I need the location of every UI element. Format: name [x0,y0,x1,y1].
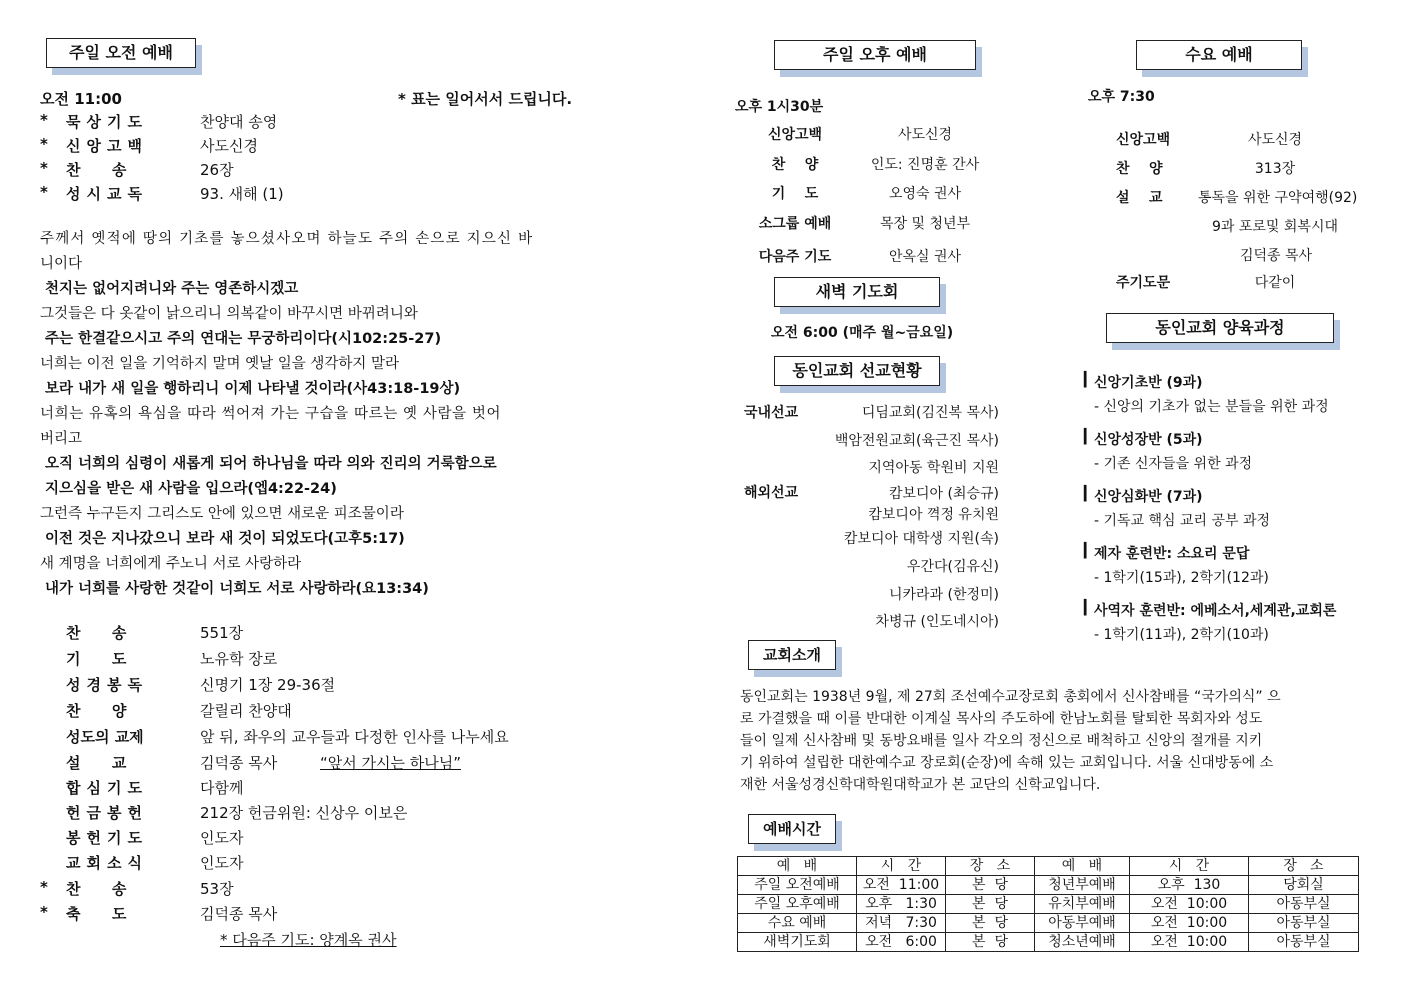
table-cell: 본 당 [946,895,1035,914]
order-value: 인도자 [200,854,244,872]
wednesday-item-name: 주기도문 [1116,275,1171,291]
wednesday-sermon-sub: 9과 포로및 회복시대 [1212,219,1338,235]
wednesday-item-value: 다같이 [1254,275,1296,291]
table-cell: 아동부실 [1249,933,1359,952]
mission-entry: 백암전원교회(육근진 목사) [834,433,999,449]
intro-line: 기 위하여 설립한 대한예수교 장로회(순장)에 속해 있는 교회입니다. 서울 신대방동에 소 [740,755,1274,771]
order-value: 앞 뒤, 좌우의 교우들과 다정한 인사를 나누세요 [200,728,509,746]
next-week-prayer: * 다음주 기도: 양계옥 권사 [220,931,397,949]
order-name: 축 도 [66,905,127,923]
course-name: 사역자 훈련반: 에베소서,세계관,교회론 [1094,603,1337,619]
course-name: 신앙성장반 (5과) [1094,432,1203,448]
item-name: 찬 송 [66,161,127,179]
table-cell: 오전 6:00 [857,933,946,952]
table-header: 예 배 [738,857,857,876]
order-name: 봉헌기도 [66,829,148,847]
table-cell: 본 당 [946,914,1035,933]
mission-entry: 지역아동 학원비 지원 [868,460,999,476]
course-bullet-icon: ▎ [1084,600,1095,616]
order-mark: * [40,903,48,921]
wednesday-item-name: 신앙고백 [1116,132,1171,148]
wednesday-preacher: 김덕종 목사 [1240,248,1313,264]
order-value: 551장 [200,624,244,642]
table-header-row [738,857,1359,876]
table-header: 장 소 [946,857,1035,876]
mission-entry: 차병규 (인도네시아) [875,614,999,630]
course-desc: - 기존 신자들을 위한 과정 [1094,456,1253,472]
table-cell: 오전 10:00 [1130,914,1249,933]
order-mark: * [40,878,48,896]
table-cell: 오전 11:00 [857,876,946,895]
reading-line: 내가 너희를 사랑한 것같이 너희도 서로 사랑하라(요13:34) [40,581,429,597]
course-bullet-icon: ▎ [1084,372,1095,388]
item-value: 찬양대 송영 [200,113,278,131]
domestic-label: 국내선교 [744,405,799,421]
order-name: 헌금봉헌 [66,804,148,822]
wednesday-item-name: 설 교 [1116,190,1163,206]
course-bullet-icon: ▎ [1084,486,1095,502]
course-bullet-icon: ▎ [1084,429,1095,445]
reading-line: 주께서 옛적에 땅의 기초를 놓으셨사오며 하늘도 주의 손으로 지으신 바 [40,231,534,247]
schedule-title: 예배시간 [748,814,836,844]
order-value: 김덕종 목사 [200,754,278,772]
table-header: 시 간 [857,857,946,876]
table-cell: 오후 130 [1130,876,1249,895]
course-desc: - 신앙의 기초가 없는 분들을 위한 과정 [1094,399,1329,415]
dawn-title: 새벽 기도회 [774,277,940,307]
afternoon-item-value: 목장 및 청년부 [879,216,971,232]
table-header: 장 소 [1249,857,1359,876]
afternoon-item-name: 기 도 [771,186,819,202]
afternoon-item-name: 다음주 기도 [758,249,832,265]
reading-line: 너희는 이전 일을 기억하지 말며 옛날 일을 생각하지 말라 [40,356,400,372]
mission-entry: 니카라과 (한정미) [888,587,999,603]
wednesday-item-value: 313장 [1254,161,1296,177]
reading-line: 그런즉 누구든지 그리스도 안에 있으면 새로운 피조물이라 [40,506,404,522]
order-value: 212장 헌금위원: 신상우 이보은 [200,804,408,822]
order-name: 합심기도 [66,779,148,797]
reading-line: 새 계명을 너희에게 주노니 서로 사랑하라 [40,556,302,572]
table-cell: 수요 예배 [738,914,857,933]
item-name: 묵상기도 [66,113,148,131]
item-mark: * [40,111,48,129]
item-mark: * [40,183,48,201]
reading-line: 니이다 [40,256,83,272]
table-cell: 당회실 [1249,876,1359,895]
wednesday-item-value: 사도신경 [1247,132,1303,148]
table-cell: 주일 오전예배 [738,876,857,895]
table-cell: 오전 10:00 [1130,933,1249,952]
item-value: 26장 [200,161,234,179]
table-cell: 오후 1:30 [857,895,946,914]
order-value: 노유학 장로 [200,650,278,668]
order-value: 인도자 [200,829,244,847]
item-value: 93. 새해 (1) [200,185,284,203]
item-mark: * [40,159,48,177]
table-cell: 청년부예배 [1035,876,1130,895]
reading-line: 그것들은 다 옷같이 낡으리니 의복같이 바꾸시면 바뀌려니와 [40,306,418,322]
table-cell: 주일 오후예배 [738,895,857,914]
afternoon-item-value: 안옥실 권사 [888,249,962,265]
table-cell: 본 당 [946,876,1035,895]
mission-entry: 우간다(김유신) [906,559,999,575]
morning-time: 오전 11:00 [40,90,122,108]
afternoon-item-name: 소그룹 예배 [758,216,832,232]
reading-line: 지으심을 받은 새 사람을 입으라(엡4:22-24) [40,481,337,497]
reading-line: 보라 내가 새 일을 행하리니 이제 나타낼 것이라(사43:18-19상) [40,381,461,397]
order-name: 성도의 교제 [66,728,144,746]
reading-line: 주는 한결같으시고 주의 연대는 무궁하리이다(시102:25-27) [40,331,442,347]
item-mark: * [40,135,48,153]
reading-line: 너희는 유혹의 욕심을 따라 썩어져 가는 구습을 따르는 옛 사람을 벗어 [40,406,502,422]
table-cell: 아동부실 [1249,895,1359,914]
item-value: 사도신경 [200,137,258,155]
order-name: 교회소식 [66,854,148,872]
course-bullet-icon: ▎ [1084,543,1095,559]
mission-entry: 캄보디아 껵정 유치원 [868,507,999,523]
course-desc: - 1학기(15과), 2학기(12과) [1094,570,1269,586]
table-row [738,933,1359,952]
wednesday-title: 수요 예배 [1136,40,1302,70]
table-row [738,895,1359,914]
afternoon-item-name: 신앙고백 [767,127,823,143]
order-value: 신명기 1장 29-36절 [200,676,336,694]
reading-line: 이전 것은 지나갔으니 보라 새 것이 되었도다(고후5:17) [40,531,405,547]
order-value: 김덕종 목사 [200,905,278,923]
reading-line: 천지는 없어지려니와 주는 영존하시겠고 [40,281,299,297]
table-row [738,914,1359,933]
morning-title: 주일 오전 예배 [46,38,196,68]
intro-line: 로 가결했을 때 이를 반대한 이계실 목사의 주도하에 한남노회를 탈퇴한 목회자와 성도 [740,711,1263,727]
order-name: 성경봉독 [66,676,148,694]
table-cell: 유치부예배 [1035,895,1130,914]
afternoon-time: 오후 1시30분 [735,99,824,115]
item-name: 성시교독 [66,185,148,203]
training-title: 동인교회 양육과정 [1106,313,1334,343]
standing-note: * 표는 일어서서 드립니다. [398,90,573,108]
table-cell: 저녁 7:30 [857,914,946,933]
afternoon-item-name: 찬 양 [771,157,819,173]
reading-line: 버리고 [40,431,83,447]
mission-entry: 캄보디아 대학생 지원(속) [843,531,999,547]
order-name: 찬 양 [66,702,127,720]
intro-title: 교회소개 [748,640,836,670]
order-name: 설 교 [66,754,127,772]
intro-line: 동인교회는 1938년 9월, 제 27회 조선예수교장로회 총회에서 신사참배를 “국가의식” 으 [740,689,1281,705]
table-cell: 본 당 [946,933,1035,952]
intro-line: 들이 일제 신사참배 및 동방요배를 일사 각오의 정신으로 배척하고 신앙의 절개를 지키 [740,733,1263,749]
order-value: 다함께 [200,779,244,797]
table-cell: 아동부예배 [1035,914,1130,933]
table-header: 예 배 [1035,857,1130,876]
afternoon-item-value: 오영숙 권사 [888,186,962,202]
course-name: 제자 훈련반: 소요리 문답 [1094,546,1250,562]
overseas-label: 해외선교 [744,485,799,501]
course-desc: - 1학기(11과), 2학기(10과) [1094,627,1269,643]
course-desc: - 기독교 핵심 교리 공부 과정 [1094,513,1271,529]
course-name: 신앙심화반 (7과) [1094,489,1203,505]
afternoon-item-value: 사도신경 [897,127,953,143]
afternoon-item-value: 인도: 진명훈 간사 [870,157,980,173]
table-cell: 아동부실 [1249,914,1359,933]
wednesday-item-name: 찬 양 [1116,161,1163,177]
reading-line: 오직 너희의 심령이 새롭게 되어 하나님을 따라 의와 진리의 거룩함으로 [40,456,497,472]
table-cell: 청소년예배 [1035,933,1130,952]
intro-line: 재한 서울성경신학대학원대학교가 본 교단의 신학교입니다. [740,777,1101,793]
table-cell: 오전 10:00 [1130,895,1249,914]
sermon-title: “앞서 가시는 하나님” [320,754,461,772]
item-name: 신앙고백 [66,137,148,155]
order-value: 53장 [200,880,234,898]
schedule-table [737,856,1359,952]
afternoon-title: 주일 오후 예배 [774,40,976,70]
order-name: 기 도 [66,650,127,668]
course-name: 신앙기초반 (9과) [1094,375,1203,391]
table-row [738,876,1359,895]
table-header: 시 간 [1130,857,1249,876]
mission-entry: 캄보디아 (최승규) [888,486,999,502]
mission-entry: 디딤교회(김진복 목사) [861,405,999,421]
order-name: 찬 송 [66,624,127,642]
wednesday-time: 오후 7:30 [1088,89,1155,105]
dawn-time: 오전 6:00 (매주 월~금요일) [771,325,954,341]
order-value: 갈릴리 찬양대 [200,702,292,720]
order-name: 찬 송 [66,880,127,898]
mission-title: 동인교회 선교현황 [774,356,940,386]
wednesday-item-value: 통독을 위한 구약여행(92) [1198,190,1358,206]
table-cell: 새벽기도회 [738,933,857,952]
